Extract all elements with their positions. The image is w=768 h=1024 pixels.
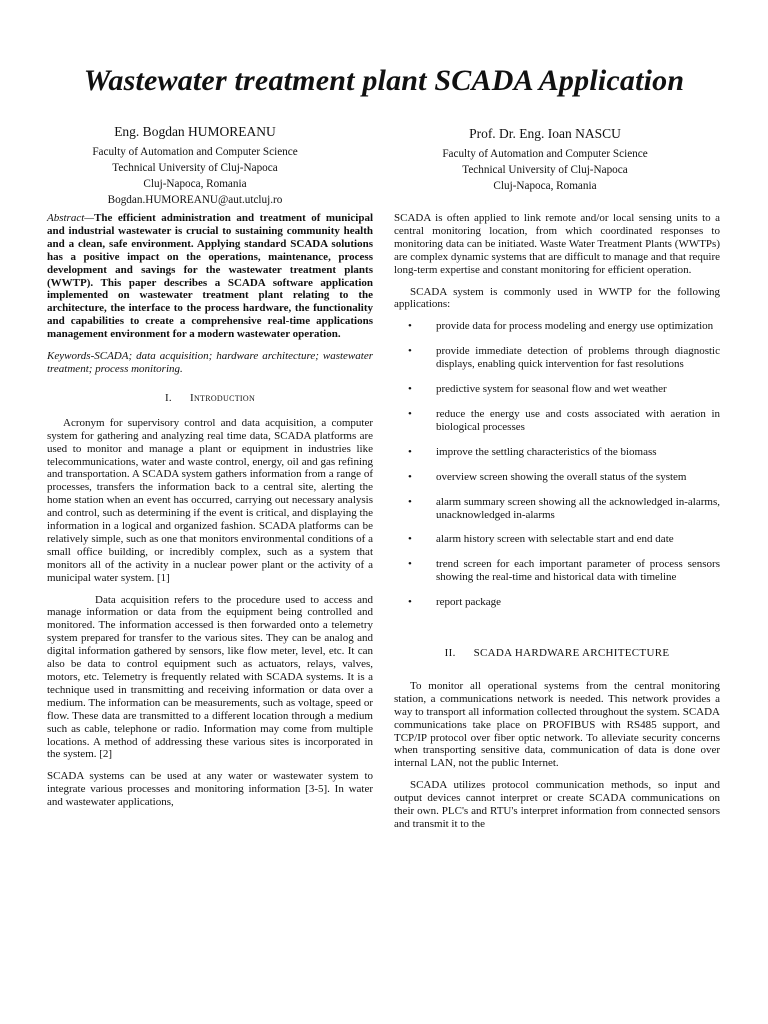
author-location: Cluj-Napoca, Romania [143,178,247,190]
paragraph: SCADA is often applied to link remote and/or local sensing units to a central monitoring location, from which coordinated responses to monitoring data can be initiated. Waste Water Treatment Plants (WWTPs) are complex dynamic systems that are difficult to manage and that require long-term expertise and constant monitoring for efficient operation. [394,212,720,276]
bullet-icon: • [408,596,412,609]
bullet-icon: • [408,495,412,508]
list-item [394,320,720,333]
bullet-icon: • [408,445,412,458]
author-university: Technical University of Cluj-Napoca [112,162,278,174]
paragraph: Data acquisition refers to the procedure used to access and manage information or data from the equipment being controlled and monitored. The information accessed is then forwarded onto a telemetry system prepared for transfer to the various sites. They can be analog and digital information gathered by sensors, like flow meter, level, etc. It can also be data to control equipment such as actuators, relays, valves, motors, etc. Telemetry is frequently related with SCADA systems. It is a technique used in transmitting and receiving information or data over a medium. The information can be measurements, such as voltage, speed or flow. These data are transmitted to a different location through a medium such as cable, telephone or radio. Information may come from multiple locations. A method of addressing these various sites is incorporated in the system. [2] [47,593,373,761]
list-item-text: predictive system for seasonal flow and wet weather [436,383,667,396]
author-affiliation: Faculty of Automation and Computer Science [442,148,648,160]
list-item-text: provide immediate detection of problems through diagnostic displays, enabling quick intervention for fast resolutions [436,345,720,371]
bullet-list [394,320,720,609]
section-title: Introduction [189,391,256,404]
right-column [394,212,720,840]
section-number: I. [164,391,172,404]
list-item [394,533,720,546]
list-item-text: alarm history screen with selectable start and end date [436,533,674,546]
list-item [394,446,720,459]
paragraph: SCADA system is commonly used in WWTP for the following applications: [394,285,720,311]
abstract-text: The efficient administration and treatment of municipal and industrial wastewater is crucial to sustaining community health and a clean, safe environment. Applying standard SCADA solutions has a positive impact on the operations, maintenance, process development and savings for the wastewater treatment plants (WWTP). This paper describes a SCADA software application implemented on wastewater treatment plant relating to the architecture, the interface to the process hardware, the functionality and capabilities to create a comprehensive real-time applications management environment for a modern wastewater operation. [47,212,373,341]
list-item [394,383,720,396]
bullet-icon: • [408,533,412,546]
author-block-2 [380,126,710,194]
paragraph: SCADA utilizes protocol communication methods, so input and output devices cannot interpret or create SCADA communications on their own. PLC's and RTU's interpret information from connected sensors and transmit it to the [394,779,720,830]
section-heading-hardware-architecture [394,647,720,660]
bullet-icon: • [408,558,412,571]
author-block-1 [30,124,360,208]
list-item-text: provide data for process modeling and energy use optimization [436,320,714,333]
author-university: Technical University of Cluj-Napoca [462,164,628,176]
section-number: II. [444,647,456,660]
list-item [394,558,720,584]
list-item [394,596,720,609]
bullet-icon: • [408,320,412,333]
list-item [394,471,720,484]
author-location: Cluj-Napoca, Romania [493,180,597,192]
author-name: Prof. Dr. Eng. Ioan NASCU [469,126,621,141]
list-item-text: report package [436,596,502,609]
list-item-text: alarm summary screen showing all the acknowledged in-alarms, unacknowledged in-alarms [436,495,720,521]
abstract [47,212,373,341]
bullet-icon: • [408,383,412,396]
author-name: Eng. Bogdan HUMOREANU [114,124,276,139]
list-item-text: reduce the energy use and costs associated with aeration in biological processes [436,407,720,433]
author-affiliation: Faculty of Automation and Computer Science [92,146,298,158]
author-email: Bogdan.HUMOREANU@aut.utcluj.ro [107,194,283,206]
list-item [394,408,720,434]
keywords: Keywords-SCADA; data acquisition; hardware architecture; wastewater treatment; process monitoring. [47,350,373,375]
paper-title: Wastewater treatment plant SCADA Application [83,64,685,97]
list-item [394,345,720,371]
list-item-text: trend screen for each important parameter of process sensors showing the real-time and historical data with timeline [436,558,720,584]
bullet-icon: • [408,470,412,483]
list-item-text: overview screen showing the overall status of the system [436,470,687,483]
bullet-icon: • [408,345,412,358]
paragraph: Acronym for supervisory control and data acquisition, a computer system for gathering and analyzing real time data, SCADA platforms are used to monitor and manage a plant or equipment in industries like telecommunications, water and waste control, energy, oil and gas refining and transportation. A SCADA system gathers information from a range of processes, transfers the information back to a central site, alerting the home station when an event has occurred, carrying out necessary analysis and control, such as determining if the event is critical, and displaying the information in a logical and organized fashion. SCADA platforms can be relatively simple, such as one that monitors environmental conditions of a small office building, or incredibly complex, such as a system that monitors all of the activity in a nuclear power plant or the activity of a municipal water system. [1] [47,416,373,584]
abstract-label: Abstract— [47,212,95,224]
list-item-text: improve the settling characteristics of the biomass [436,445,657,458]
paragraph: To monitor all operational systems from the central monitoring station, a communications network is needed. This network provides a way to transport all information collected throughout the system. SCADA communications take place on PROFIBUS with RS485 support, and TCP/IP protocol over fiber optic network. To alleviate security concerns when transporting sensitive data, communication of data is done over internal LAN, not the public Internet. [394,679,720,770]
paragraph: SCADA systems can be used at any water or wastewater system to integrate various processes and monitoring information [3-5]. In water and wastewater applications, [47,770,373,809]
left-column [47,212,373,818]
section-heading-introduction [47,392,373,405]
list-item [394,496,720,522]
bullet-icon: • [408,407,412,420]
section-title: SCADA HARDWARE ARCHITECTURE [473,647,670,660]
